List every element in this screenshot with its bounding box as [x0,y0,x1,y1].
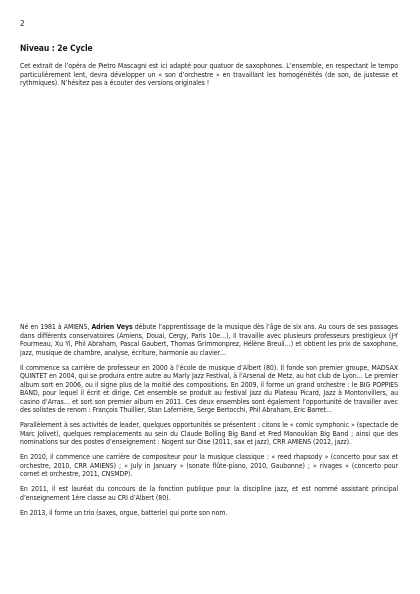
bio-p1-start: Né en 1981 à AMIENS, [20,323,92,331]
bio-paragraph-5: En 2011, il est lauréat du concours de la fonction publique pour la discipline jazz, et est nommé assistant principal d’enseignement 1ère classe au CRI d’Albert (80). [20,485,398,502]
bio-paragraph-4: En 2010, il commence une carrière de compositeur pour la musique classique : « reed rhapsody » (concerto pour sax et orchestre, 2010, CRR AMIENS) ; « July in January » (sonate flûte-piano, 2010, Gaubonne) ; « rivages » (concerto pour cornet et orchestre, 2011, CNSMDP). [20,453,398,478]
biography [20,323,398,524]
page-number: 2 [20,19,25,28]
bio-paragraph-6: En 2013, il forme un trio (saxes, orgue, batterie) qui porte son nom. [20,508,228,517]
intro-paragraph: Cet extrait de l’opéra de Pietro Mascagni est ici adapté pour quatuor de saxophones. L’ensemble, en respectant le tempo particulièrement lent, devra développer un « son d’orchestre » en travaillant les homogénéités (de son, de justesse et rythmiques). N’hésitez pas a écouter des versions originales ! [20,62,398,87]
bio-paragraph-3: Parallèlement à ses activités de leader, quelques opportunités se présentent : citons le « comic symphonic » (spectacle de Marc Jolivet), quelques remplacements au sein du Claude Bolling Big Band et Fred Manoukian Big Band ; ainsi que des nominations sur des postes d’enseignement : Nogent sur Oise (2011, sax et jazz), CRR AMIENS (2012, jazz). [20,421,398,446]
intro-text [20,62,398,94]
bio-p1-end: débute l’apprentissage de la musique dès l’âge de six ans. Au cours de ses passages dans différents conservatoires (Amiens, Douai, Cergy, Paris 10e…), il travaille avec plusieurs professeurs prestigieux (J-Y Fourmeau, Xu Yi, Phil Abraham, Pascal Gaubert, Thomas Grimmonprez, Hélène Breuil…) et obtient les prix de saxophone, jazz, musique de chambre, analyse, écriture, harmonie au clavier… [20,323,398,357]
bio-paragraph-1 [20,323,398,357]
composer-name: Adrien Veys [91,323,133,331]
bio-paragraph-2: Il commence sa carrière de professeur en 2000 à l’école de musique d’Albert (80). Il fonde son premier groupe, MADSAX QUINTET en 2004, qui se produira entre autre au Marly Jazz Festival, à l’Arsenal de Metz, au hot club de Lyon… Le premier album sort en 2006, ou il signe plus de la moitié des compositions. En 2009, il forme un grand orchestre : le BIG POPPIES BAND, pour lequel il écrit et dirige. Cet ensemble se produit au festival jazz du Plateau Picard, Jazz à Montonvillers, au casino d’Arras… et sort son premier album en 2011. Ces deux ensembles sont également l’opportunité de travailler avec des solistes de renom : François Thuillier, Stan Laferrière, Serge Bertocchi, Phil Abraham, Eric Barret… [20,363,398,414]
level-heading: Niveau : 2e Cycle [20,44,93,54]
